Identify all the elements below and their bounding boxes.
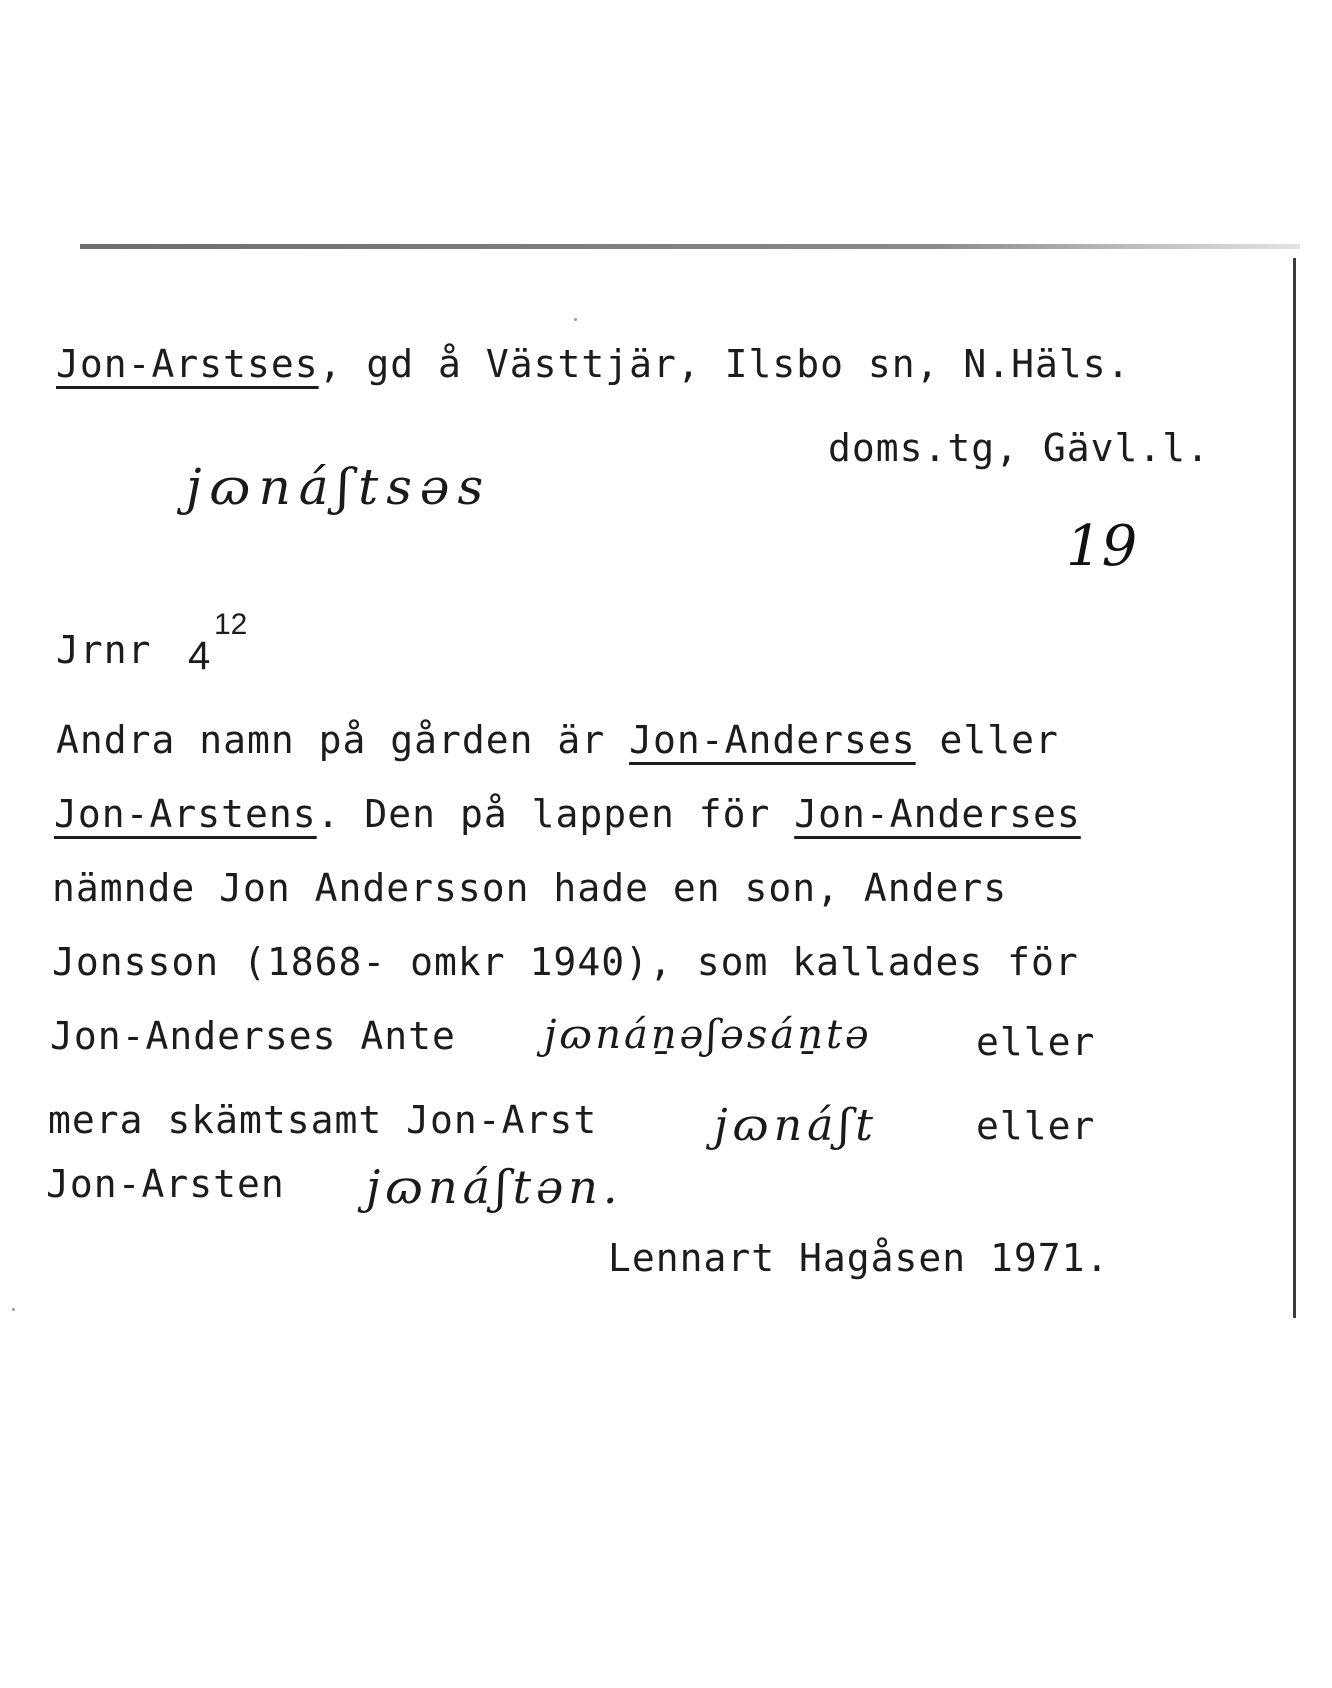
body-text: . Den på lappen för	[316, 792, 795, 836]
reference-line	[56, 608, 248, 678]
body-line-2	[54, 792, 1081, 836]
scan-speck	[12, 1308, 15, 1311]
card-heading	[56, 342, 1131, 386]
phonetic-transcription-arsten: jɷnáʃtən.	[366, 1160, 623, 1214]
phonetic-transcription-jokename: jɷnáʃt	[714, 1100, 878, 1151]
reference-superscript: 12	[214, 608, 248, 641]
body-text: eller	[915, 718, 1059, 762]
card-right-edge	[1293, 258, 1296, 1318]
handwritten-number: 19	[1066, 514, 1138, 579]
reference-label: Jrnr	[56, 628, 152, 672]
scan-speck	[574, 318, 577, 321]
phonetic-transcription-main: jɷnáʃtsəs	[186, 458, 492, 516]
body-text: Andra namn på gården är	[56, 718, 630, 762]
body-line-6: mera skämtsamt Jon-Arst	[48, 1098, 598, 1142]
reference-number: 4	[188, 634, 211, 678]
body-line-7: Jon-Arsten	[46, 1162, 285, 1206]
phonetic-transcription-nickname: jɷnáṉəʃəsáṉtə	[544, 1012, 872, 1058]
body-line-4: Jonsson (1868- omkr 1940), som kallades för	[52, 940, 1079, 984]
body-line-3: nämnde Jon Andersson hade en son, Anders	[52, 866, 1008, 910]
body-line-6-end: eller	[976, 1104, 1096, 1148]
body-line-5-end: eller	[976, 1020, 1096, 1064]
farm-name-underlined: Jon-Anderses	[794, 792, 1081, 836]
heading-location: , gd å Västtjär, Ilsbo sn, N.Häls.	[318, 342, 1131, 386]
farm-name-underlined: Jon-Anderses	[629, 718, 916, 762]
signature-line: Lennart Hagåsen 1971.	[608, 1236, 1110, 1280]
heading-location-line2: doms.tg, Gävl.l.	[828, 426, 1211, 470]
body-line-5: Jon-Anderses Ante	[50, 1014, 456, 1058]
farm-name-underlined: Jon-Arstens	[54, 792, 317, 836]
card-top-edge	[80, 244, 1300, 249]
heading-place-name: Jon-Arstses	[56, 342, 319, 386]
body-line-1	[56, 718, 1059, 762]
